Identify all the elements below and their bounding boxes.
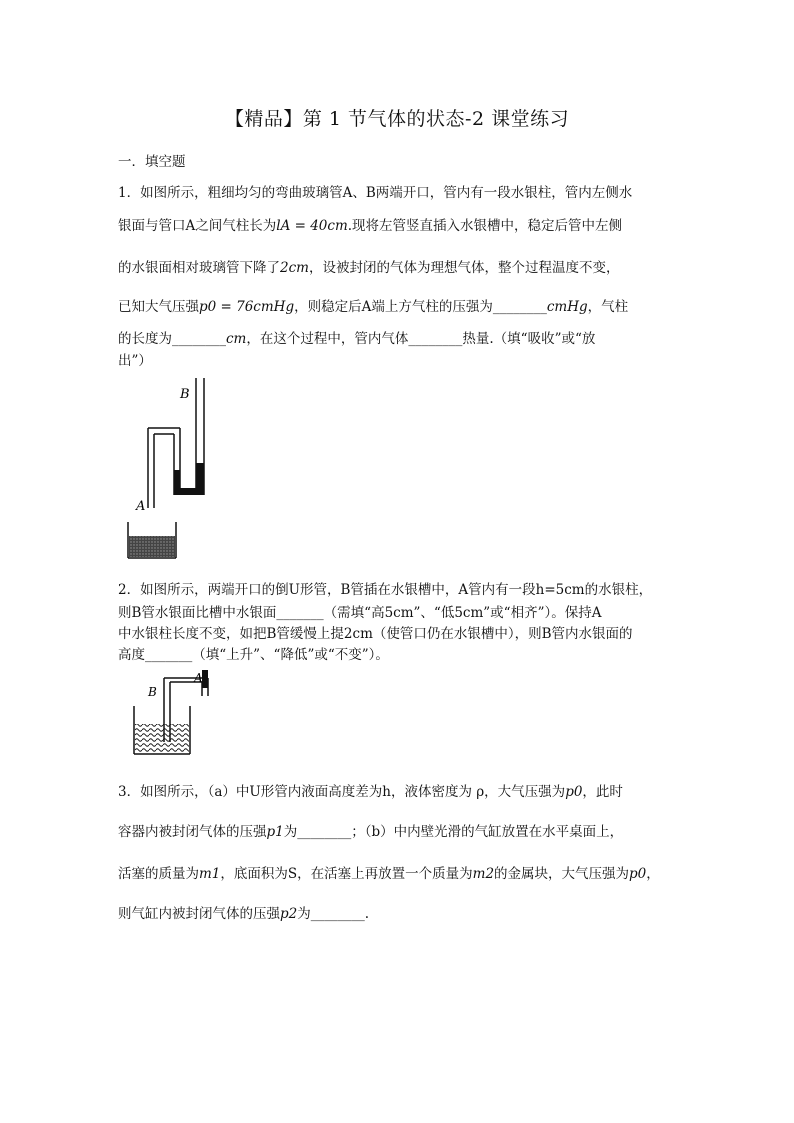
q3-blank-p1: 为________；（b）中内壁光滑的气缸放置在水平桌面上， — [283, 824, 624, 840]
q3-line-3 — [118, 862, 660, 882]
q3-formula-p2: p2 — [280, 906, 298, 922]
q1-line-5 — [118, 327, 595, 347]
q3-text: 3．如图所示，（a）中U形管内液面高度差为h，液体密度为 ρ，大气压强为 — [118, 784, 566, 800]
q3-formula-p0: p0 — [565, 784, 583, 800]
q2-label-a: A — [194, 671, 203, 685]
q2-figure — [128, 662, 218, 757]
q1-formula-p0: p0 = 76cmHg — [199, 299, 295, 315]
q3-text: 容器内被封闭气体的压强 — [118, 824, 267, 840]
q2-label-b: B — [148, 685, 157, 699]
q1-unit: cm — [226, 331, 247, 347]
q1-formula-la: lA = 40cm — [276, 218, 348, 234]
q2-line-2: 则B管水银面比槽中水银面_______（需填“高5cm”、“低5cm”或“相齐”）。保持A — [118, 605, 602, 621]
page-title: 【精品】第 1 节气体的状态-2 课堂练习 — [224, 108, 570, 130]
q3-formula-p0: p0 — [629, 866, 647, 882]
q2-line-4: 高度_______（填“上升”、“降低”或“不变”）。 — [118, 647, 389, 663]
q1-label-b: B — [180, 387, 190, 402]
q3-text: ，底面积为S，在活塞上再放置一个质量为 — [220, 866, 473, 882]
q1-line-2 — [118, 214, 622, 234]
q3-text: 的金属块，大气压强为 — [494, 866, 630, 882]
q1-line-4 — [118, 295, 628, 315]
q1-blank-pressure: ，则稳定后A端上方气柱的压强为________ — [294, 299, 547, 315]
q1-text: 银面与管口A之间气柱长为 — [118, 218, 277, 234]
q1-blank-heat: ，在这个过程中，管内气体________热量.（填“吸收”或“放 — [246, 331, 596, 347]
q2-line-1: 2．如图所示，两端开口的倒U形管，B管插在水银槽中，A管内有一段h=5cm的水银柱， — [118, 582, 653, 598]
q3-formula-p1: p1 — [266, 824, 284, 840]
q1-text: 已知大气压强 — [118, 299, 199, 315]
q3-text: ， — [646, 866, 660, 882]
q3-line-1 — [118, 780, 623, 800]
q1-formula-drop: 2cm — [280, 260, 309, 276]
q1-unit: cmHg — [546, 299, 588, 315]
q2-line-3: 中水银柱长度不变，如把B管缓慢上提2cm（使管口仍在水银槽中），则B管内水银面的 — [118, 626, 633, 642]
q1-line-1: 1．如图所示，粗细均匀的弯曲玻璃管A、B两端开口，管内有一段水银柱，管内左侧水 — [118, 185, 633, 201]
q1-line-3 — [118, 256, 619, 276]
q1-line-6: 出”） — [118, 353, 152, 369]
section-heading: 一．填空题 — [118, 154, 186, 170]
q3-line-4 — [118, 902, 369, 922]
q3-text: 则气缸内被封闭气体的压强 — [118, 906, 280, 922]
q1-text: ，气柱 — [587, 299, 629, 315]
q3-formula-m2: m2 — [472, 866, 495, 882]
q1-text: 的水银面相对玻璃管下降了 — [118, 260, 280, 276]
q3-blank-p2: 为________. — [297, 906, 370, 922]
q3-text: ，此时 — [582, 784, 623, 800]
q3-formula-m1: m1 — [199, 866, 221, 882]
q3-text: 活塞的质量为 — [118, 866, 199, 882]
q1-text: .现将左管竖直插入水银槽中，稳定后管中左侧 — [347, 218, 623, 234]
q1-blank-length: 的长度为________ — [118, 331, 226, 347]
q1-text: ，设被封闭的气体为理想气体，整个过程温度不变， — [308, 260, 620, 276]
q1-label-a: A — [136, 499, 146, 514]
q3-line-2 — [118, 820, 623, 840]
q1-figure — [118, 370, 228, 565]
